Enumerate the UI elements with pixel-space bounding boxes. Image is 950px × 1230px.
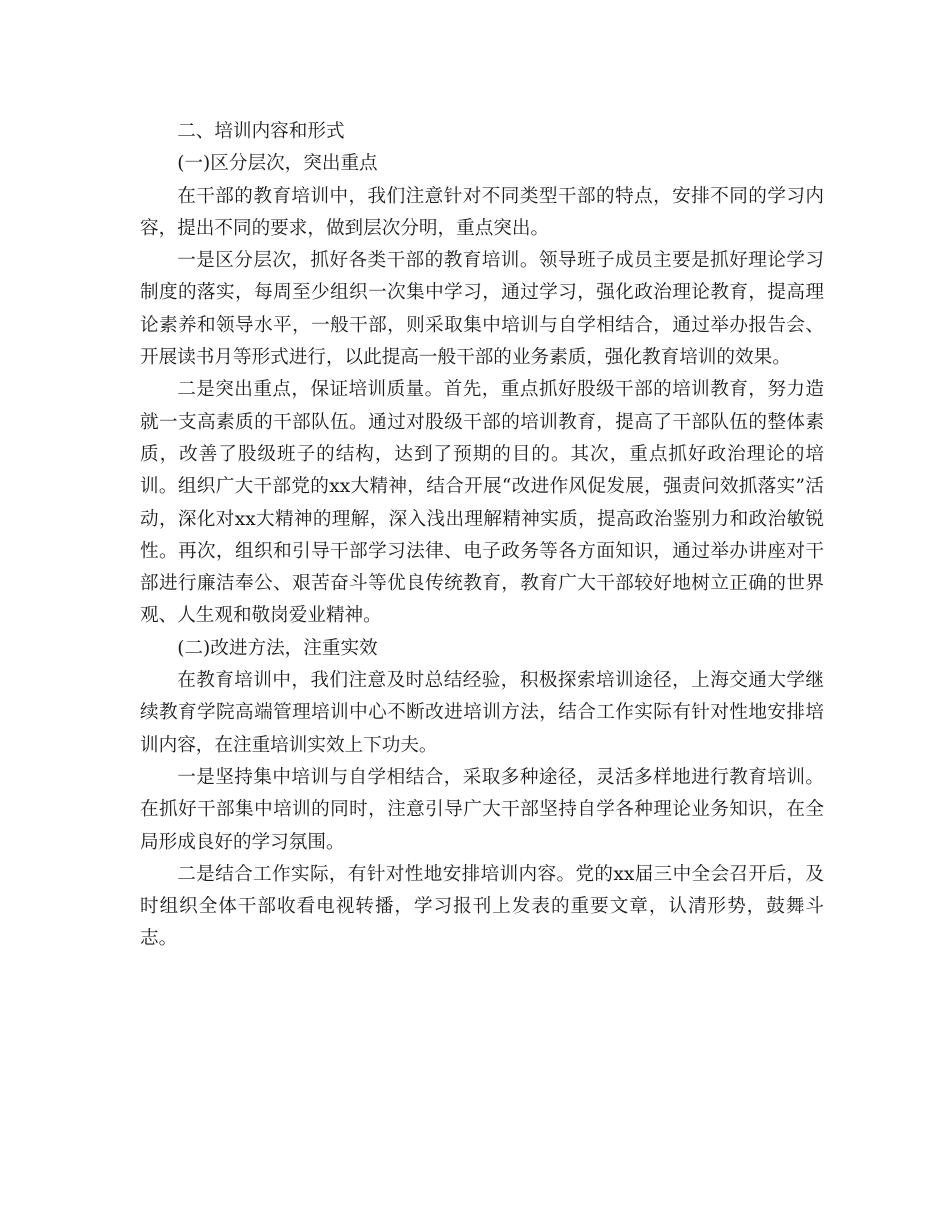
paragraph-6: 二是结合工作实际，有针对性地安排培训内容。党的xx届三中全会召开后，及时组织全体干部收看电视转播，学习报刊上发表的重要文章，认清形势，鼓舞斗志。 xyxy=(140,863,824,950)
paragraph-2: 一是区分层次，抓好各类干部的教育培训。领导班子成员主要是抓好理论学习制度的落实，每周至少组织一次集中学习，通过学习，强化政治理论教育，提高理论素养和领导水平，一般干部，则采取集中培训与自学相结合，通过举办报告会、开展读书月等形式进行，以此提高一般干部的业务素质，强化教育培训的效果。 xyxy=(140,250,824,369)
paragraph-3: 二是突出重点，保证培训质量。首先，重点抓好股级干部的培训教育，努力造就一支高素质的干部队伍。通过对股级干部的培训教育，提高了干部队伍的整体素质，改善了股级班子的结构，达到了预期的目的。其次，重点抓好政治理论的培训。组织广大干部党的xx大精神，结合开展“改进作风促发展，强责问效抓落实”活动，深化对xx大精神的理解，深入浅出理解精神实质，提高政治鉴别力和政治敏锐性。再次，组织和引导干部学习法律、电子政务等各方面知识，通过举办讲座对干部进行廉洁奉公、艰苦奋斗等优良传统教育，教育广大干部较好地树立正确的世界观、人生观和敬岗爱业精神。 xyxy=(140,379,824,627)
document-body xyxy=(140,116,824,956)
paragraph-1: 在干部的教育培训中，我们注意针对不同类型干部的特点，安排不同的学习内容，提出不同的要求，做到层次分明，重点突出。 xyxy=(140,185,824,239)
section-heading: 二、培训内容和形式 xyxy=(177,121,345,142)
paragraph-4: 在教育培训中，我们注意及时总结经验，积极探索培训途径，上海交通大学继续教育学院高端管理培训中心不断改进培训方法，结合工作实际有针对性地安排培训内容，在注重培训实效上下功夫。 xyxy=(140,670,824,756)
subsection-heading-2: (二)改进方法，注重实效 xyxy=(177,637,378,659)
paragraph-5: 一是坚持集中培训与自学相结合，采取多种途径，灵活多样地进行教育培训。在抓好干部集中培训的同时，注意引导广大干部坚持自学各种理论业务知识，在全局形成良好的学习氛围。 xyxy=(140,766,824,853)
subsection-heading-1: (一)区分层次，突出重点 xyxy=(177,153,378,175)
